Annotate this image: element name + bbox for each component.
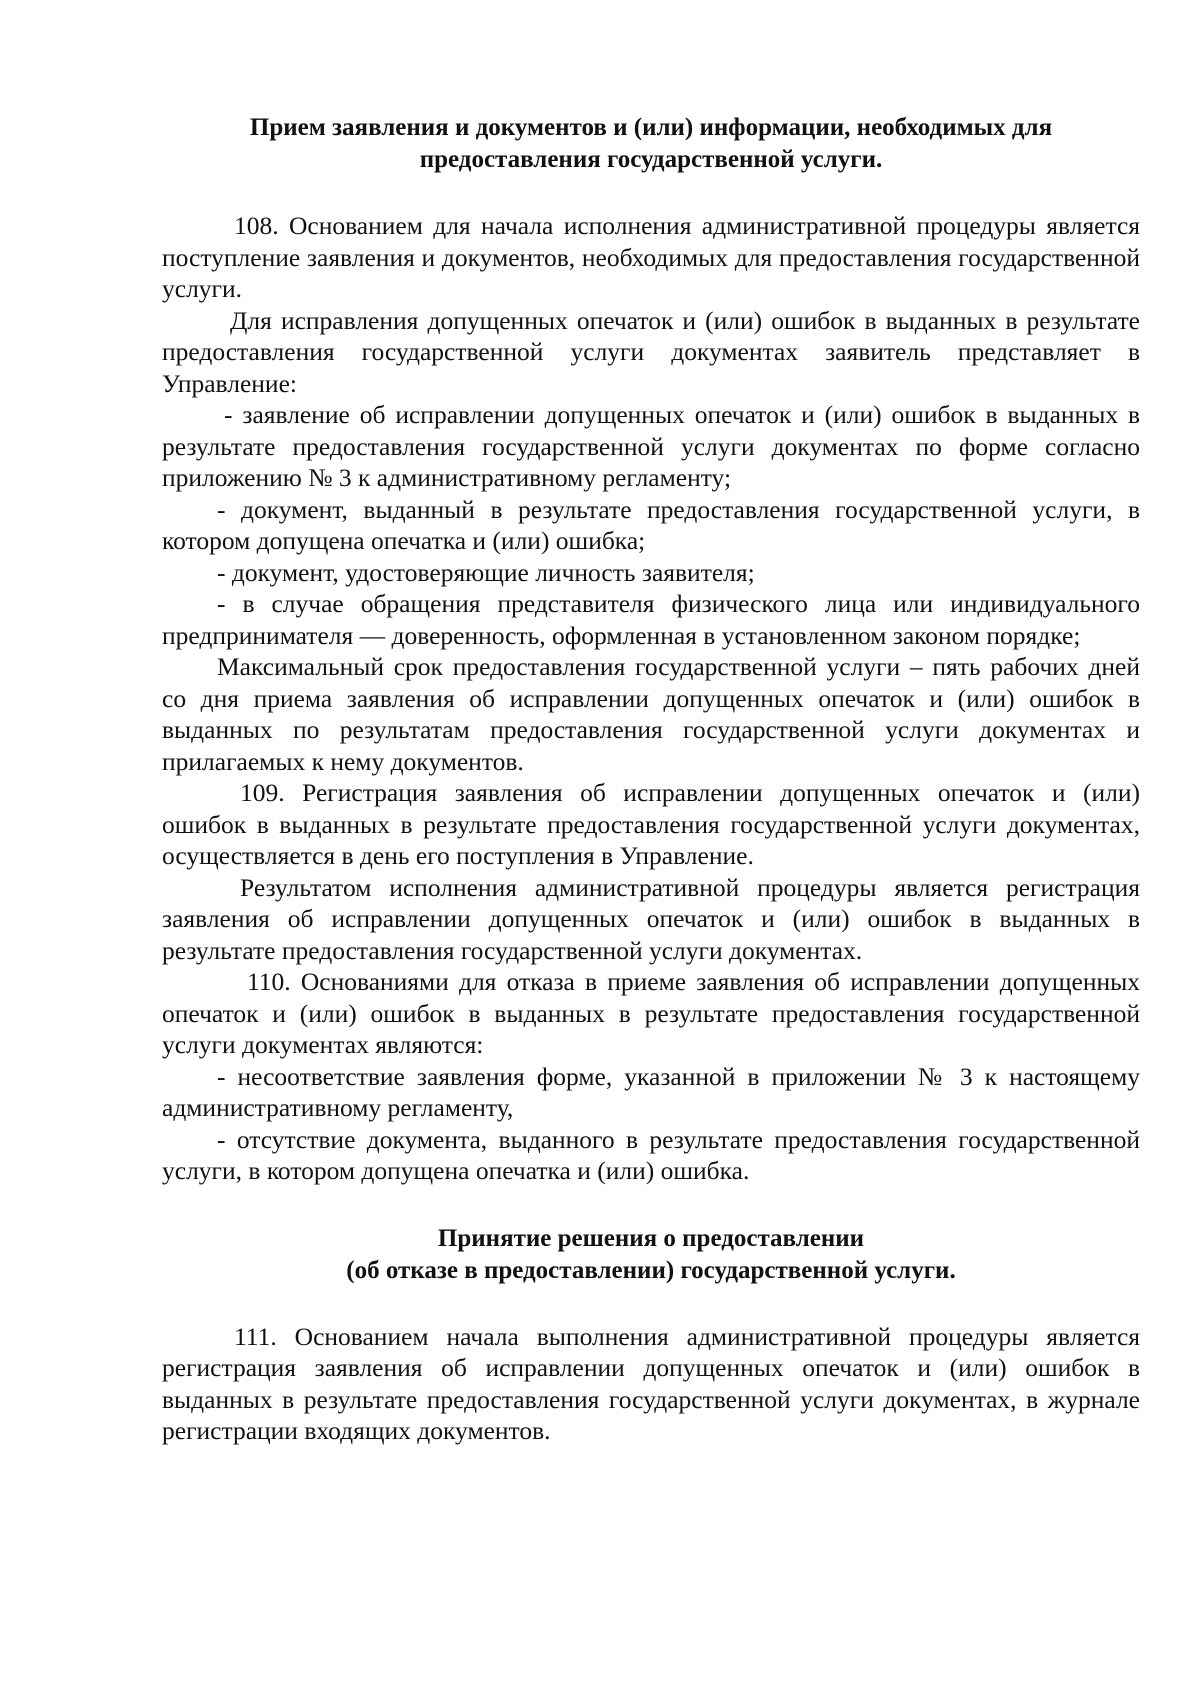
paragraph-109: 109. Регистрация заявления об исправлении допущенных опечаток и (или) ошибок в выданных в результате предоставления государственной услуги документах, осуществляется в день его поступления в Управление.	[162, 778, 1140, 870]
heading-line: Прием заявления и документов и (или) информации, необходимых для	[249, 114, 1053, 141]
section-heading-decision	[162, 1223, 1140, 1287]
paragraph-result: Результатом исполнения административной процедуры является регистрация заявления об исправлении допущенных опечаток и (или) ошибок в выданных в результате предоставления государственной услуги документах.	[162, 872, 1140, 965]
list-item-issued-document: - документ, выданный в результате предоставления государственной услуги, в котором допущена опечатка и (или) ошибка;	[162, 494, 1140, 555]
list-item-identity-document: - документ, удостоверяющие личность заявителя;	[217, 557, 755, 587]
heading-line: (об отказе в предоставлении) государственной услуги.	[346, 1256, 956, 1284]
paragraph-108: 108. Основанием для начала исполнения административной процедуры является поступление заявления и документов, необходимых для предоставления государственной услуги.	[162, 211, 1140, 303]
paragraph-110: 110. Основаниями для отказа в приеме заявления об исправлении допущенных опечаток и (или) ошибок в выданных в результате предоставления государственной услуги документах являются:	[162, 967, 1140, 1059]
paragraph-max-term: Максимальный срок предоставления государственной услуги – пять рабочих дней со дня приема заявления об исправлении допущенных опечаток и (или) ошибок в выданных по результатам предоставления государственной услуги документах и прилагаемых к нему документов.	[162, 652, 1140, 776]
section-heading-acceptance	[162, 112, 1140, 176]
list-item-application: - заявление об исправлении допущенных опечаток и (или) ошибок в выданных в результате предоставления государственной услуги документах по форме согласно приложению № 3 к административному регламенту;	[162, 400, 1140, 492]
list-item-power-of-attorney: - в случае обращения представителя физического лица или индивидуального предпринимателя — доверенность, оформленная в установленном законом порядке;	[162, 589, 1140, 650]
heading-line: Принятие решения о предоставлении	[437, 1224, 865, 1252]
list-item-missing-document: - отсутствие документа, выданного в результате предоставления государственной услуги, в котором допущена опечатка и (или) ошибка.	[162, 1124, 1140, 1185]
paragraph-111: 111. Основанием начала выполнения административной процедуры является регистрация заявления об исправлении допущенных опечаток и (или) ошибок в выданных в результате предоставления государственной услуги документах, в журнале регистрации входящих документов.	[162, 1321, 1140, 1445]
heading-line: предоставления государственной услуги.	[419, 146, 883, 173]
list-item-form-mismatch: - несоответствие заявления форме, указанной в приложении № 3 к настоящему административному регламенту,	[162, 1061, 1140, 1122]
paragraph-corrections-intro: Для исправления допущенных опечаток и (или) ошибок в выданных в результате предоставления государственной услуги документах заявитель представляет в Управление:	[162, 305, 1140, 398]
document-page	[162, 112, 1140, 1447]
